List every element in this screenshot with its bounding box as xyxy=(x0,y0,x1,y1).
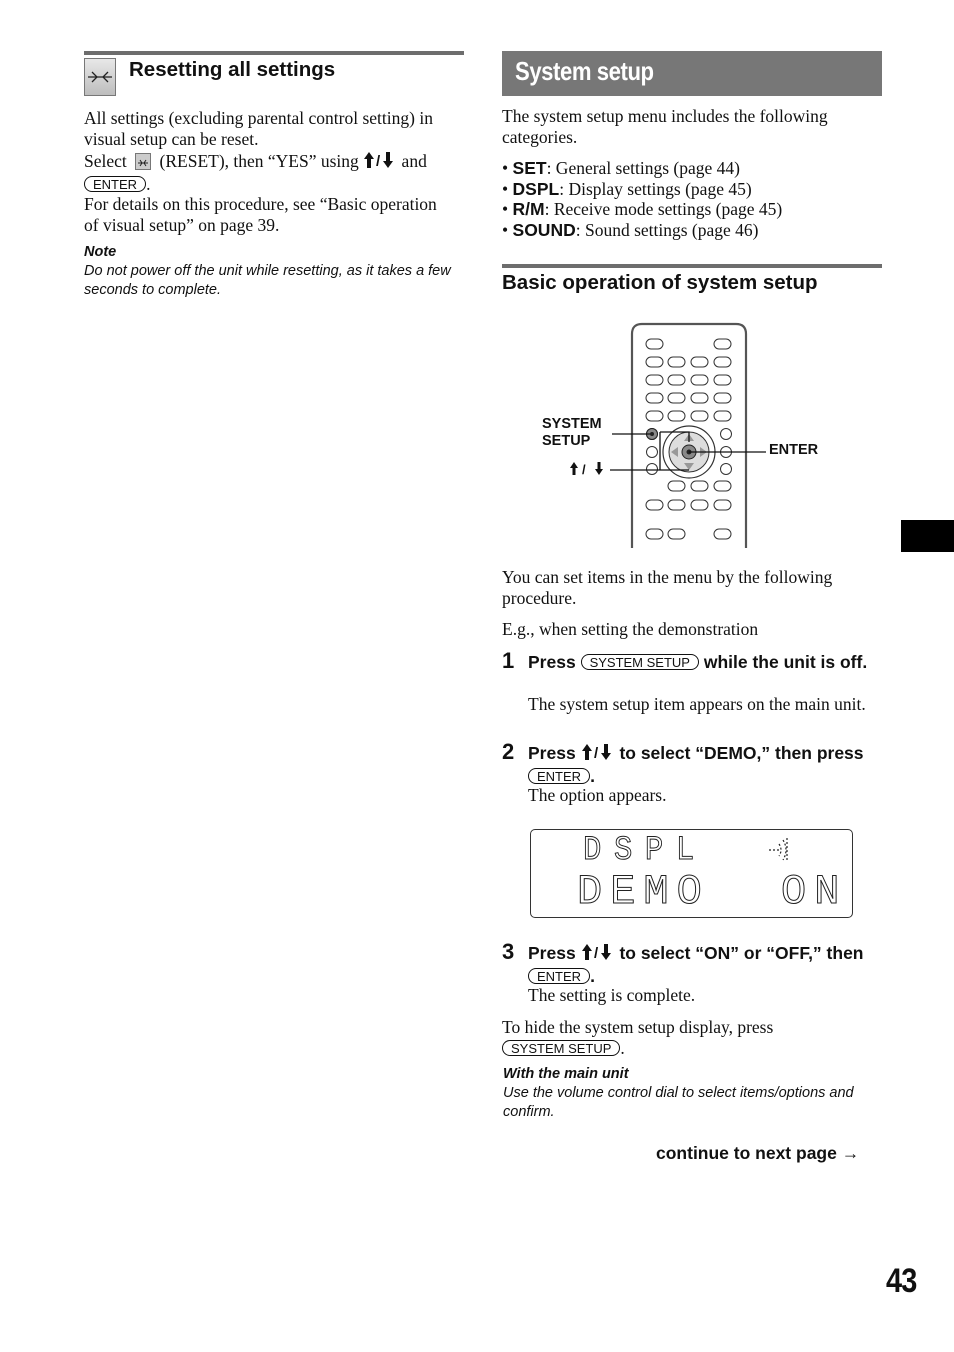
lcd-display xyxy=(530,829,853,918)
svg-text:/: / xyxy=(582,462,586,477)
system-setup-banner xyxy=(502,51,882,96)
up-down-arrow-icon xyxy=(363,151,397,174)
svg-text:/: / xyxy=(593,745,598,761)
main-unit-text: Use the volume control dial to select items/options and confirm. xyxy=(503,1085,854,1120)
reset-paragraph-1: All settings (excluding parental control setting) in visual setup can be reset. xyxy=(84,108,433,149)
list-item: • SET: General settings (page 44) xyxy=(502,158,740,178)
reset-small-icon xyxy=(135,153,151,170)
eg-paragraph: E.g., when setting the demonstration xyxy=(502,619,759,639)
intro-paragraph: The system setup menu includes the following categories. xyxy=(502,106,828,147)
continue-next-page: continue to next page → xyxy=(656,1143,860,1163)
period: . xyxy=(146,173,151,194)
enter-key: ENTER xyxy=(84,176,146,192)
signal-icon xyxy=(767,836,793,864)
section-tab-marker xyxy=(901,520,954,552)
reset-paragraph-2 xyxy=(84,151,464,194)
page-number: 43 xyxy=(886,1262,917,1300)
step-2-body: The option appears. xyxy=(528,785,667,805)
step-2-number: 2 xyxy=(502,739,515,764)
lcd-line-1: DSPL xyxy=(583,832,707,870)
step-1-heading: Press SYSTEM SETUP while the unit is off. xyxy=(528,652,868,672)
step-3-heading: Press / to select “ON” or “OFF,” then ENTER . xyxy=(528,943,864,986)
select-text: Select xyxy=(84,151,127,171)
svg-text:/: / xyxy=(376,153,381,169)
subheading-rule xyxy=(502,264,882,268)
note-text: Do not power off the unit while resetting, as it takes a few seconds to complete. xyxy=(84,263,451,298)
label-setup: SETUP xyxy=(542,433,591,449)
banner-title: System setup xyxy=(515,56,654,86)
step-3-number: 3 xyxy=(502,939,515,964)
subheading: Basic operation of system setup xyxy=(502,271,818,294)
step-3-body: The setting is complete. xyxy=(528,985,696,1005)
reset-then-yes-text: (RESET), then “YES” using xyxy=(159,151,359,171)
system-setup-key: SYSTEM SETUP xyxy=(581,654,699,670)
up-down-arrow-icon xyxy=(581,743,615,766)
list-item: • DSPL: Display settings (page 45) xyxy=(502,178,752,199)
remote-diagram xyxy=(540,320,840,552)
reset-icon xyxy=(84,58,116,96)
category-list xyxy=(502,158,882,240)
hide-paragraph: To hide the system setup display, press SYSTEM SETUP . xyxy=(502,1017,774,1058)
list-item: • R/M: Receive mode settings (page 45) xyxy=(502,199,783,219)
label-system: SYSTEM xyxy=(542,416,602,432)
system-setup-key: SYSTEM SETUP xyxy=(502,1040,620,1056)
note-title: Note xyxy=(84,244,117,260)
enter-key: ENTER xyxy=(528,968,590,984)
list-item: • SOUND: Sound settings (page 46) xyxy=(502,219,759,240)
svg-text:/: / xyxy=(593,945,598,961)
main-unit-title: With the main unit xyxy=(503,1066,629,1082)
lcd-line-2a: DEMO xyxy=(577,868,710,916)
and-text: and xyxy=(401,151,427,171)
lcd-line-2b: ON xyxy=(781,868,848,916)
items-paragraph: You can set items in the menu by the following procedure. xyxy=(502,567,833,608)
left-heading-rule xyxy=(84,51,464,55)
step-1-body: The system setup item appears on the main unit. xyxy=(528,694,866,714)
reset-paragraph-3: For details on this procedure, see “Basic operation of visual setup” on page 39. xyxy=(84,194,437,235)
up-down-arrow-icon xyxy=(581,943,615,966)
step-1-number: 1 xyxy=(502,648,515,673)
label-enter: ENTER xyxy=(769,442,819,458)
left-heading: Resetting all settings xyxy=(129,58,336,81)
step-2-heading: Press / to select “DEMO,” then press ENTER . xyxy=(528,743,864,786)
enter-key: ENTER xyxy=(528,768,590,784)
